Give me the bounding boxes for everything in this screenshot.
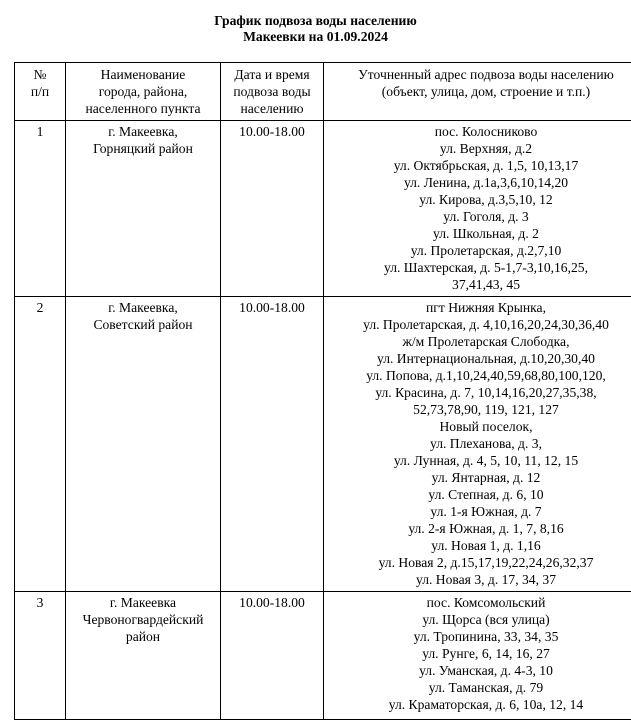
address-line: ж/м Пролетарская Слободка, <box>402 334 570 349</box>
title-line-1: График подвоза воды населению <box>214 13 417 28</box>
address-line: ул. Новая 3, д. 17, 34, 37 <box>416 572 556 587</box>
row-time: 10.00-18.00 <box>221 592 324 720</box>
address-line: пгт Нижняя Крынка, <box>426 300 546 315</box>
header-address: Уточненный адрес подвоза воды населению (объект, улица, дом, строение и т.п.) <box>324 63 631 121</box>
address-line: пос. Комсомольский <box>426 595 546 610</box>
address-line: ул. Ленина, д.1а,3,6,10,14,20 <box>403 175 569 190</box>
address-line: ул. Гоголя, д. 3 <box>443 209 529 224</box>
address-line: ул. Красина, д. 7, 10,14,16,20,27,35,38, <box>375 385 597 400</box>
table-row <box>15 121 631 297</box>
address-line: ул. Янтарная, д. 12 <box>431 470 541 485</box>
table-row <box>15 592 631 720</box>
address-line: ул. 1-я Южная, д. 7 <box>430 504 542 519</box>
header-name: Наименование города, района, населенного пункта <box>66 63 221 121</box>
row-num: 3 <box>15 592 66 720</box>
address-line: ул. Степная, д. 6, 10 <box>428 487 544 502</box>
document-title <box>0 13 631 45</box>
address-line: ул. Рунге, 6, 14, 16, 27 <box>422 646 550 661</box>
address-line: ул. Пролетарская, д. 4,10,16,20,24,30,36,40 <box>363 317 609 332</box>
header-time: Дата и время подвоза воды населению <box>221 63 324 121</box>
address-line: ул. Таманская, д. 79 <box>428 680 544 695</box>
address-line: Новый поселок, <box>439 419 533 434</box>
row-num: 2 <box>15 297 66 592</box>
row-time: 10.00-18.00 <box>221 297 324 592</box>
row-name: г. Макеевка, Горняцкий район <box>66 121 221 297</box>
address-line: ул. Верхняя, д.2 <box>439 141 533 156</box>
address-line: ул. Уманская, д. 4-3, 10 <box>419 663 553 678</box>
address-line: 37,41,43, 45 <box>452 277 520 292</box>
header-num: № п/п <box>15 63 66 121</box>
row-num: 1 <box>15 121 66 297</box>
row-address <box>324 297 631 592</box>
address-line: 52,73,78,90, 119, 121, 127 <box>413 402 559 417</box>
row-address <box>324 592 631 720</box>
water-schedule-table <box>14 62 631 720</box>
address-line: ул. Октябрьская, д. 1,5, 10,13,17 <box>393 158 579 173</box>
table-row <box>15 297 631 592</box>
address-line: ул. Пролетарская, д.2,7,10 <box>410 243 562 258</box>
address-line: ул. Лунная, д. 4, 5, 10, 11, 12, 15 <box>393 453 579 468</box>
address-line: ул. 2-я Южная, д. 1, 7, 8,16 <box>408 521 564 536</box>
row-name: г. Макеевка Червоногвардейский район <box>66 592 221 720</box>
row-time: 10.00-18.00 <box>221 121 324 297</box>
address-line: ул. Интернациональная, д.10,20,30,40 <box>377 351 595 366</box>
address-line: ул. Новая 2, д.15,17,19,22,24,26,32,37 <box>378 555 594 570</box>
address-line: ул. Школьная, д. 2 <box>433 226 539 241</box>
address-line: ул. Кирова, д.3,5,10, 12 <box>419 192 553 207</box>
address-line: ул. Тропинина, 33, 34, 35 <box>413 629 559 644</box>
address-line: ул. Плеханова, д. 3, <box>430 436 542 451</box>
header-row <box>15 63 631 121</box>
address-line: пос. Колосниково <box>434 124 538 139</box>
address-line: ул. Краматорская, д. 6, 10а, 12, 14 <box>388 697 584 712</box>
row-address <box>324 121 631 297</box>
row-name: г. Макеевка, Советский район <box>66 297 221 592</box>
address-line: ул. Попова, д.1,10,24,40,59,68,80,100,120, <box>366 368 606 383</box>
title-line-2: Макеевки на 01.09.2024 <box>243 29 388 44</box>
address-line: ул. Новая 1, д. 1,16 <box>431 538 541 553</box>
address-line: ул. Шахтерская, д. 5-1,7-3,10,16,25, <box>384 260 588 275</box>
address-line: ул. Щорса (вся улица) <box>422 612 550 627</box>
